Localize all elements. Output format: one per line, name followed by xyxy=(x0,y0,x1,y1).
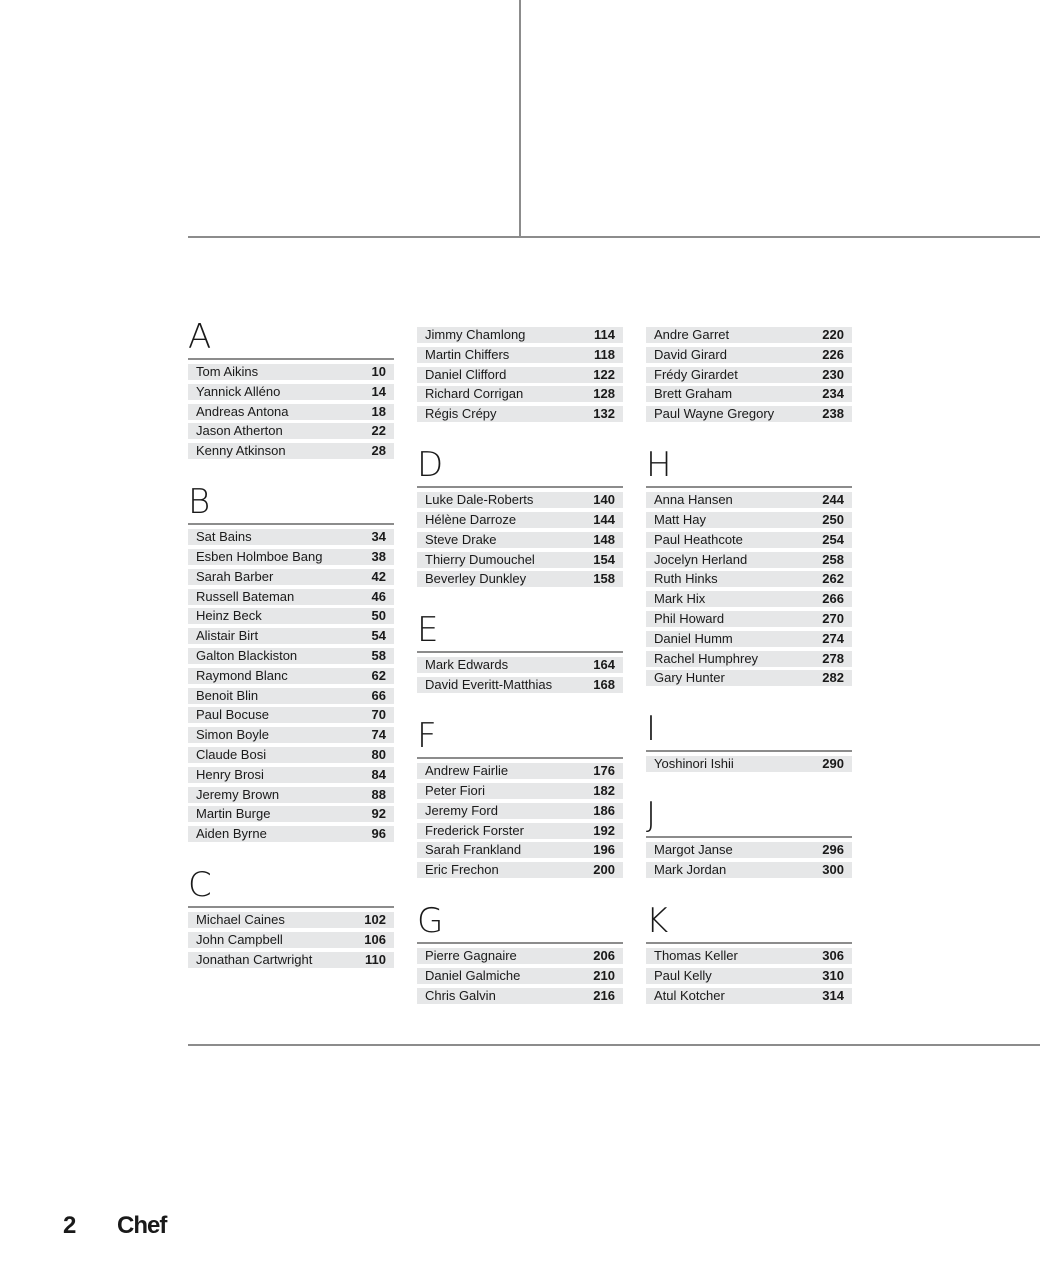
page-number: 274 xyxy=(822,630,844,646)
index-entry xyxy=(417,763,623,779)
index-entry xyxy=(188,648,394,664)
chef-name: Martin Chiffers xyxy=(425,346,510,362)
page-number: 196 xyxy=(593,842,615,858)
index-entry xyxy=(417,532,623,548)
index-entry xyxy=(646,591,852,607)
page-number: 168 xyxy=(593,677,615,693)
page-number: 118 xyxy=(594,346,615,362)
index-entry xyxy=(188,668,394,684)
page-number: 158 xyxy=(593,571,615,587)
index-section xyxy=(188,482,394,842)
index-section xyxy=(417,327,623,422)
index-entry xyxy=(417,862,623,878)
index-entry xyxy=(188,806,394,822)
index-section xyxy=(646,795,852,878)
chef-name: Thierry Dumouchel xyxy=(425,551,535,567)
page-number: 300 xyxy=(822,862,844,878)
chef-name: Ruth Hinks xyxy=(654,571,718,587)
footer-page-number: 2 xyxy=(63,1212,77,1239)
chef-name: Jeremy Brown xyxy=(196,786,280,802)
index-entry xyxy=(646,948,852,964)
chef-name: Mark Hix xyxy=(654,591,706,607)
page-number: 102 xyxy=(364,912,386,928)
page-number: 84 xyxy=(371,766,386,782)
page-number: 164 xyxy=(593,657,615,673)
page-number: 28 xyxy=(371,443,386,459)
page-number: 244 xyxy=(822,492,844,508)
index-entry xyxy=(417,823,623,839)
top-horizontal-rule xyxy=(188,236,1040,238)
page-number: 154 xyxy=(593,551,615,567)
chef-name: Daniel Humm xyxy=(654,630,733,646)
index-entry xyxy=(188,707,394,723)
chef-name: David Everitt-Matthias xyxy=(425,677,553,693)
page-number: 10 xyxy=(371,364,386,379)
section-letter: B xyxy=(188,485,394,525)
chef-name: Sarah Barber xyxy=(196,568,274,584)
page-number: 314 xyxy=(822,987,844,1003)
chef-name: Tom Aikins xyxy=(196,364,259,379)
chef-name: Atul Kotcher xyxy=(654,987,725,1003)
index-section xyxy=(188,865,394,968)
page-number: 250 xyxy=(822,511,844,527)
page-number: 182 xyxy=(593,782,615,798)
chef-name: Gary Hunter xyxy=(654,670,725,686)
chef-name: Andrew Fairlie xyxy=(425,763,509,779)
page-number: 254 xyxy=(822,531,844,547)
index-section xyxy=(646,709,852,772)
page-number: 128 xyxy=(593,386,615,402)
index-entry xyxy=(646,842,852,858)
top-vertical-rule xyxy=(519,0,521,237)
page-number: 18 xyxy=(371,403,386,419)
page-number: 234 xyxy=(822,386,844,402)
page-number: 114 xyxy=(594,327,615,342)
index-entry xyxy=(646,631,852,647)
index-entry xyxy=(646,406,852,422)
index-entry xyxy=(646,492,852,508)
chef-name: Luke Dale-Roberts xyxy=(425,492,534,508)
index-section xyxy=(646,445,852,686)
index-entry xyxy=(188,569,394,585)
chef-name: Jimmy Chamlong xyxy=(425,327,526,342)
index-entry xyxy=(646,988,852,1004)
page-number: 258 xyxy=(822,551,844,567)
index-entry xyxy=(417,968,623,984)
index-entry xyxy=(646,571,852,587)
section-letter: A xyxy=(188,320,394,360)
index-section xyxy=(417,716,623,878)
index-entry xyxy=(188,384,394,400)
chef-name: Daniel Clifford xyxy=(425,366,507,382)
index-entry xyxy=(188,529,394,545)
chef-name: Alistair Birt xyxy=(196,628,259,644)
index-entry xyxy=(188,423,394,439)
index-entry xyxy=(646,512,852,528)
section-letter: C xyxy=(188,868,394,908)
index-entry xyxy=(417,367,623,383)
page-number: 282 xyxy=(822,670,844,686)
chef-name: Matt Hay xyxy=(654,511,707,527)
index-entry xyxy=(188,628,394,644)
page-number: 262 xyxy=(822,571,844,587)
chef-name: Brett Graham xyxy=(654,386,733,402)
index-entry xyxy=(646,347,852,363)
bottom-horizontal-rule xyxy=(188,1044,1040,1046)
chef-name: David Girard xyxy=(654,346,727,362)
index-column-1 xyxy=(188,317,394,994)
index-entry xyxy=(188,767,394,783)
index-section xyxy=(417,610,623,693)
chef-name: Beverley Dunkley xyxy=(425,571,527,587)
chef-name: Benoit Blin xyxy=(196,687,259,703)
section-letter: I xyxy=(646,712,852,752)
page-number: 132 xyxy=(593,406,615,422)
index-entry xyxy=(417,327,623,343)
page-number: 50 xyxy=(371,608,386,624)
index-section xyxy=(417,445,623,587)
chef-name: Paul Heathcote xyxy=(654,531,743,547)
chef-name: Jeremy Ford xyxy=(425,802,498,818)
section-letter: F xyxy=(417,719,623,759)
chef-name: Steve Drake xyxy=(425,531,497,547)
page-number: 296 xyxy=(822,842,844,858)
chef-name: Galton Blackiston xyxy=(196,647,298,663)
index-entry xyxy=(188,787,394,803)
chef-name: Richard Corrigan xyxy=(425,386,524,402)
chef-name: Claude Bosi xyxy=(196,746,267,762)
chef-name: Jocelyn Herland xyxy=(654,551,748,567)
page-number: 230 xyxy=(822,366,844,382)
page-number: 278 xyxy=(822,650,844,666)
page-number: 62 xyxy=(371,667,386,683)
index-entry xyxy=(188,952,394,968)
page-number: 140 xyxy=(593,492,615,508)
index-column-2 xyxy=(417,320,623,1030)
chef-name: Peter Fiori xyxy=(425,782,485,798)
chef-name: Andreas Antona xyxy=(196,403,289,419)
index-section xyxy=(417,901,623,1004)
page-number: 220 xyxy=(822,327,844,342)
page-number: 290 xyxy=(822,756,844,772)
index-entry xyxy=(417,347,623,363)
page-number: 306 xyxy=(822,948,844,964)
page-number: 54 xyxy=(371,628,386,644)
index-entry xyxy=(417,677,623,693)
chef-name: Daniel Galmiche xyxy=(425,967,521,983)
index-entry xyxy=(188,826,394,842)
index-section xyxy=(646,901,852,1004)
chef-name: Frédy Girardet xyxy=(654,366,738,382)
page-number: 216 xyxy=(593,987,615,1003)
index-entry xyxy=(646,670,852,686)
index-entry xyxy=(417,512,623,528)
page-number: 226 xyxy=(822,346,844,362)
chef-name: Heinz Beck xyxy=(196,608,262,624)
index-entry xyxy=(188,608,394,624)
index-entry xyxy=(417,406,623,422)
page-number: 46 xyxy=(371,588,386,604)
page-number: 270 xyxy=(822,610,844,626)
footer-book-title: Chef xyxy=(117,1212,167,1239)
section-letter: K xyxy=(646,904,852,944)
page-number: 38 xyxy=(371,548,386,564)
index-column-3 xyxy=(646,320,852,1030)
page-number: 58 xyxy=(371,647,386,663)
index-entry xyxy=(646,532,852,548)
index-entry xyxy=(646,862,852,878)
chef-name: Frederick Forster xyxy=(425,822,524,838)
chef-name: Sarah Frankland xyxy=(425,842,522,858)
chef-name: Mark Jordan xyxy=(654,862,727,878)
chef-name: Sat Bains xyxy=(196,529,252,545)
chef-name: Paul Wayne Gregory xyxy=(654,406,775,422)
index-entry xyxy=(417,552,623,568)
chef-name: Mark Edwards xyxy=(425,657,509,673)
index-entry xyxy=(417,492,623,508)
page-number: 192 xyxy=(593,822,615,838)
chef-name: Phil Howard xyxy=(654,610,725,626)
index-entry xyxy=(188,688,394,704)
chef-name: Rachel Humphrey xyxy=(654,650,759,666)
page-number: 144 xyxy=(593,511,615,527)
index-entry xyxy=(646,552,852,568)
index-entry xyxy=(646,968,852,984)
chef-name: Paul Bocuse xyxy=(196,707,269,723)
section-letter: D xyxy=(417,448,623,488)
page-number: 88 xyxy=(371,786,386,802)
index-section xyxy=(188,317,394,459)
index-entry xyxy=(188,727,394,743)
chef-name: Henry Brosi xyxy=(196,766,264,782)
page-number: 22 xyxy=(371,423,386,439)
chef-name: John Campbell xyxy=(196,931,283,947)
page-number: 92 xyxy=(371,806,386,822)
index-entry xyxy=(417,948,623,964)
section-letter: J xyxy=(646,798,852,838)
index-section xyxy=(646,327,852,422)
chef-name: Yannick Alléno xyxy=(196,383,281,399)
index-entry xyxy=(646,611,852,627)
index-entry xyxy=(188,549,394,565)
chef-name: Martin Burge xyxy=(196,806,271,822)
page-number: 200 xyxy=(593,862,615,878)
page-number: 110 xyxy=(365,951,386,967)
index-entry xyxy=(188,932,394,948)
page-number: 70 xyxy=(371,707,386,723)
chef-name: Kenny Atkinson xyxy=(196,443,286,459)
chef-name: Régis Crépy xyxy=(425,406,497,422)
page-number: 66 xyxy=(371,687,386,703)
chef-name: Chris Galvin xyxy=(425,987,496,1003)
index-entry xyxy=(417,803,623,819)
chef-name: Jonathan Cartwright xyxy=(196,951,313,967)
page-number: 266 xyxy=(822,591,844,607)
chef-name: Michael Caines xyxy=(196,912,285,928)
page-number: 96 xyxy=(371,826,386,842)
chef-name: Margot Janse xyxy=(654,842,733,858)
index-entry xyxy=(417,571,623,587)
section-letter: G xyxy=(417,904,623,944)
index-entry xyxy=(417,657,623,673)
chef-name: Jason Atherton xyxy=(196,423,283,439)
page-number: 106 xyxy=(364,931,386,947)
chef-name: Raymond Blanc xyxy=(196,667,288,683)
chef-name: Aiden Byrne xyxy=(196,826,267,842)
chef-name: Anna Hansen xyxy=(654,492,733,508)
page-number: 210 xyxy=(593,967,615,983)
chef-name: Eric Frechon xyxy=(425,862,499,878)
chef-name: Hélène Darroze xyxy=(425,511,517,527)
index-entry xyxy=(646,651,852,667)
index-entry xyxy=(646,386,852,402)
chef-name: Yoshinori Ishii xyxy=(654,756,734,772)
index-entry xyxy=(417,842,623,858)
page-number: 176 xyxy=(593,763,615,779)
chef-name: Simon Boyle xyxy=(196,727,269,743)
chef-name: Esben Holmboe Bang xyxy=(196,548,323,564)
index-entry xyxy=(417,783,623,799)
page-number: 42 xyxy=(371,568,386,584)
page-number: 122 xyxy=(593,366,615,382)
chef-name: Pierre Gagnaire xyxy=(425,948,517,964)
page-number: 74 xyxy=(371,727,386,743)
index-entry xyxy=(646,327,852,343)
page-number: 206 xyxy=(593,948,615,964)
index-entry xyxy=(188,589,394,605)
index-entry xyxy=(417,988,623,1004)
chef-name: Thomas Keller xyxy=(654,948,738,964)
index-entry xyxy=(646,756,852,772)
page-number: 14 xyxy=(371,383,386,399)
page-number: 148 xyxy=(593,531,615,547)
page-number: 186 xyxy=(593,802,615,818)
index-entry xyxy=(188,404,394,420)
index-entry xyxy=(188,912,394,928)
page-number: 34 xyxy=(371,529,386,545)
chef-name: Paul Kelly xyxy=(654,967,712,983)
section-letter: H xyxy=(646,448,852,488)
index-entry xyxy=(188,747,394,763)
index-entry xyxy=(646,367,852,383)
index-entry xyxy=(188,364,394,380)
section-letter: E xyxy=(417,613,623,653)
page-number: 310 xyxy=(822,967,844,983)
page-number: 238 xyxy=(822,406,844,422)
index-entry xyxy=(417,386,623,402)
chef-name: Andre Garret xyxy=(654,327,730,342)
page-number: 80 xyxy=(371,746,386,762)
index-entry xyxy=(188,443,394,459)
chef-name: Russell Bateman xyxy=(196,588,295,604)
